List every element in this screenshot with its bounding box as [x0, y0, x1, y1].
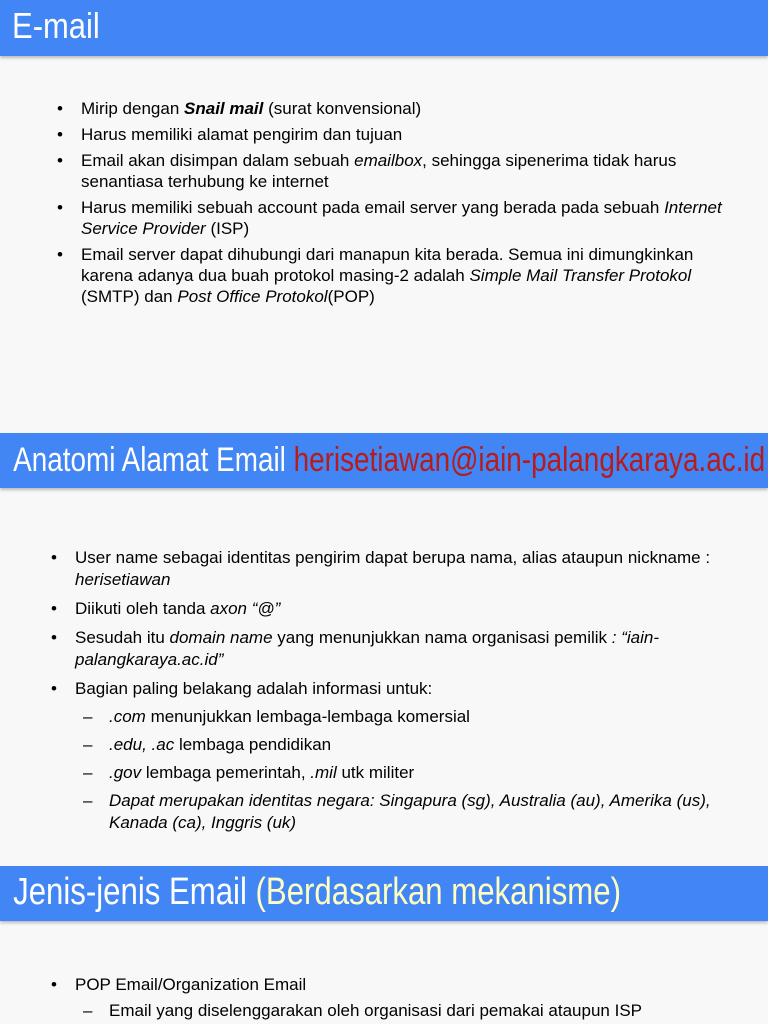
sub-list-item: – Dapat merupakan identitas negara: Singapura (sg), Australia (au), Amerika (us), Kanada (ca), Inggris (uk)	[75, 790, 751, 834]
list-item: • Email server dapat dihubungi dari manapun kita berada. Semua ini dimungkinkan karena adanya dua buah protokol masing-2 adalah Simple Mail Transfer Protokol (SMTP) dan Post Office Protokol(POP)	[57, 244, 747, 307]
list-item: • Bagian paling belakang adalah informasi untuk: – .com menunjukkan lembaga-lembaga komersial – .edu, .ac lembaga pendidikan – .gov lembaga pemerintah, .mil utk militer – Dapat merupakan identitas negara: Singapura (sg), Australia (au), Amerika (us), Kanada (ca), Inggris (uk)	[51, 678, 751, 834]
slide3-title-bar	[0, 866, 768, 921]
list-item: • Harus memiliki alamat pengirim dan tujuan	[57, 124, 747, 145]
list-item: • Diikuti oleh tanda axon “@”	[51, 598, 751, 620]
pop-sublist	[75, 1000, 751, 1022]
list-item: • User name sebagai identitas pengirim dapat berupa nama, alias ataupun nickname : herisetiawan	[51, 547, 751, 591]
slide1-title: E-mail	[12, 5, 100, 46]
list-item: • POP Email/Organization Email – Email yang diselenggarakan oleh organisasi dari pemakai ataupun ISP	[51, 974, 751, 1022]
domain-sublist	[75, 706, 751, 834]
slide2-title-bar	[0, 433, 768, 488]
slide1-bullet-list	[57, 98, 747, 312]
slide2-bullet-list	[51, 547, 751, 841]
slide2-title: Anatomi Alamat Email herisetiawan@iain-palangkaraya.ac.id	[13, 441, 766, 479]
slide1-title-bar	[0, 0, 768, 56]
list-item: • Harus memiliki sebuah account pada email server yang berada pada sebuah Internet Service Provider (ISP)	[57, 197, 747, 239]
list-item: • Mirip dengan Snail mail (surat konvensional)	[57, 98, 747, 119]
sub-list-item: – Email yang diselenggarakan oleh organisasi dari pemakai ataupun ISP	[75, 1000, 751, 1022]
email-address: herisetiawan@iain-palangkaraya.ac.id	[293, 441, 766, 479]
title-mechanism: (Berdasarkan mekanisme)	[255, 871, 621, 913]
list-item: • Sesudah itu domain name yang menunjukkan nama organisasi pemilik : “iain-palangkaraya.ac.id”	[51, 627, 751, 671]
list-item: • Email akan disimpan dalam sebuah emailbox, sehingga sipenerima tidak harus senantiasa terhubung ke internet	[57, 150, 747, 192]
slide3-title: Jenis-jenis Email (Berdasarkan mekanisme)	[13, 871, 621, 913]
sub-list-item: – .gov lembaga pemerintah, .mil utk militer	[75, 762, 751, 784]
sub-list-item: – .com menunjukkan lembaga-lembaga komersial	[75, 706, 751, 728]
slide3-bullet-list	[51, 974, 751, 1022]
sub-list-item: – .edu, .ac lembaga pendidikan	[75, 734, 751, 756]
